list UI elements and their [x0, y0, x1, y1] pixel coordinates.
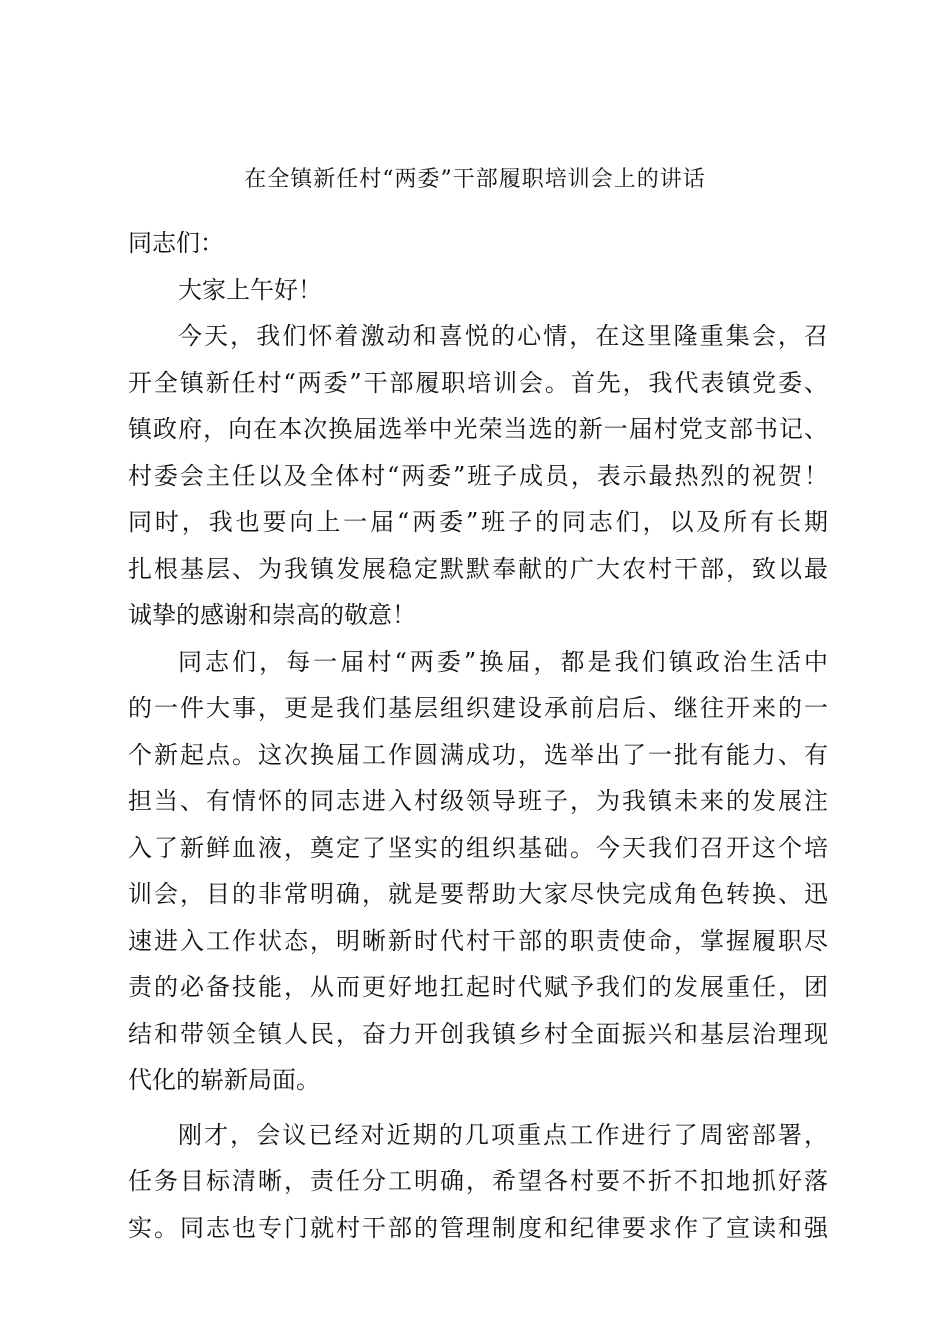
paragraph-line: 担当、有情怀的同志进入村级领导班子，为我镇未来的发展注 — [128, 787, 828, 815]
paragraph-line: 责的必备技能，从而更好地扛起时代赋予我们的发展重任，团 — [128, 973, 828, 1001]
paragraph-2 — [128, 639, 828, 1104]
paragraph-line: 村委会主任以及全体村“两委”班子成员，表示最热烈的祝贺！ — [128, 461, 828, 490]
paragraph-line: 个新起点。这次换届工作圆满成功，选举出了一批有能力、有 — [128, 740, 828, 769]
paragraph-1 — [128, 313, 828, 639]
greeting: 大家上午好！ — [178, 275, 322, 304]
paragraph-line: 同志们，每一届村“两委”换届，都是我们镇政治生活中 — [178, 647, 828, 676]
paragraph-line: 结和带领全镇人民，奋力开创我镇乡村全面振兴和基层治理现 — [128, 1019, 828, 1048]
paragraph-line: 入了新鲜血液，奠定了坚实的组织基础。今天我们召开这个培 — [128, 833, 828, 862]
document-body — [128, 220, 828, 1251]
paragraph-line: 任务目标清晰，责任分工明确，希望各村要不折不扣地抓好落 — [128, 1167, 828, 1195]
paragraph-line: 刚才，会议已经对近期的几项重点工作进行了周密部署， — [178, 1120, 828, 1149]
paragraph-line: 开全镇新任村“两委”干部履职培训会。首先，我代表镇党委、 — [128, 368, 828, 397]
paragraph-line: 实。同志也专门就村干部的管理制度和纪律要求作了宣读和强 — [128, 1213, 828, 1242]
document-title: 在全镇新任村“两委”干部履职培训会上的讲话 — [244, 167, 706, 192]
paragraph-line: 训会，目的非常明确，就是要帮助大家尽快完成角色转换、迅 — [128, 880, 828, 908]
paragraph-3 — [128, 1112, 828, 1252]
paragraph-line: 诚挚的感谢和崇高的敬意！ — [128, 601, 416, 629]
salutation: 同志们： — [128, 229, 224, 257]
paragraph-line: 速进入工作状态，明晰新时代村干部的职责使命，掌握履职尽 — [128, 926, 828, 955]
paragraph-line: 扎根基层、为我镇发展稳定默默奉献的广大农村干部，致以最 — [128, 554, 828, 583]
paragraph-line: 代化的崭新局面。 — [128, 1066, 320, 1094]
paragraph-line: 同时，我也要向上一届“两委”班子的同志们，以及所有长期 — [128, 508, 828, 536]
paragraph-line: 的一件大事，更是我们基层组织建设承前启后、继往开来的一 — [128, 694, 828, 722]
paragraph-line: 今天，我们怀着激动和喜悦的心情，在这里隆重集会，召 — [178, 322, 828, 350]
paragraph-line: 镇政府，向在本次换届选举中光荣当选的新一届村党支部书记、 — [128, 415, 828, 443]
